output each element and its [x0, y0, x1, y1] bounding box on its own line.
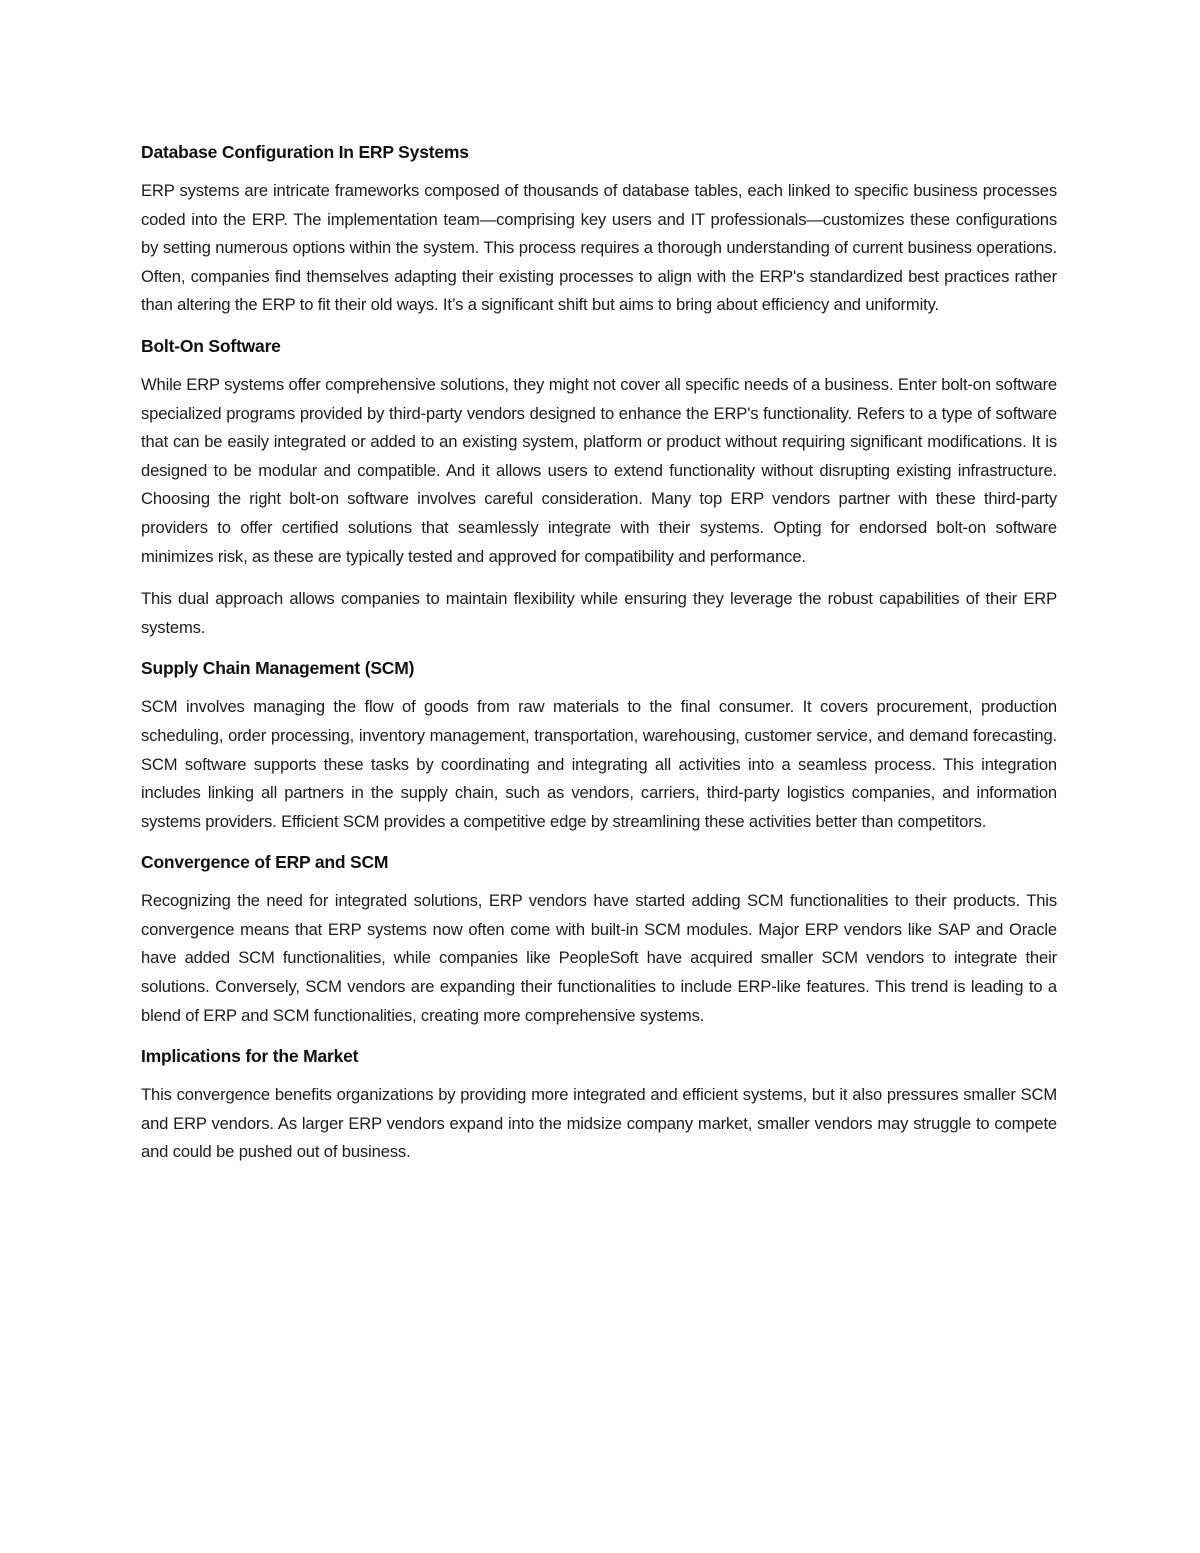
section-paragraph: This convergence benefits organizations by providing more integrated and efficient systems, but it also pressures smaller SCM and ERP vendors. As larger ERP vendors expand into the midsize company market, smaller vendors may struggle to compete and could be pushed out of business. — [141, 1085, 1057, 1162]
section-paragraph: SCM involves managing the flow of goods from raw materials to the final consumer. It covers procurement, production scheduling, order processing, inventory management, transportation, warehousing, customer service, and demand forecasting. SCM software supports these tasks by coordinating and integrating all activities into a seamless process. This integration includes linking all partners in the supply chain, such as vendors, carriers, third-party logistics companies, and information systems providers. Efficient SCM provides a competitive edge by streamlining these activities better than competitors. — [141, 697, 1057, 831]
section-heading: Implications for the Market — [141, 1046, 359, 1067]
section-heading: Database Configuration In ERP Systems — [141, 142, 469, 162]
section-heading: Convergence of ERP and SCM — [141, 852, 389, 873]
section-paragraph: ERP systems are intricate frameworks composed of thousands of database tables, each linked to specific business processes coded into the ERP. The implementation team—comprising key users and IT professionals—customizes these configurations by setting numerous options within the system. This process requires a thorough understanding of current business operations. Often, companies find themselves adapting their existing processes to align with the ERP's standardized best practices rather than altering the ERP to fit their old ways. It’s a significant shift but aims to bring about efficiency and uniformity. — [141, 181, 1057, 315]
section-paragraph: This dual approach allows companies to maintain flexibility while ensuring they leverage the robust capabilities of their ERP systems. — [141, 589, 1057, 637]
section-paragraph: While ERP systems offer comprehensive solutions, they might not cover all specific needs of a business. Enter bolt-on software specialized programs provided by third-party vendors designed to enhance the ERP's functionality. Refers to a type of software that can be easily integrated or added to an existing system, platform or product without requiring significant modifications. It is designed to be modular and compatible. And it allows users to extend functionality without disrupting existing infrastructure. Choosing the right bolt-on software involves careful consideration. Many top ERP vendors partner with these third-party providers to offer certified solutions that seamlessly integrate with their systems. Opting for endorsed bolt-on software minimizes risk, as these are typically tested and approved for compatibility and performance. — [141, 374, 1057, 566]
section-convergence-erp-scm — [141, 850, 1057, 1030]
section-bolt-on-software — [141, 334, 1057, 642]
section-heading: Bolt-On Software — [141, 335, 281, 356]
section-market-implications — [141, 1044, 1057, 1167]
section-database-configuration — [141, 140, 1057, 320]
document-body — [141, 140, 1057, 1181]
section-heading: Supply Chain Management (SCM) — [141, 658, 415, 679]
section-paragraph: Recognizing the need for integrated solutions, ERP vendors have started adding SCM functionalities to their products. This convergence means that ERP systems now often come with built-in SCM modules. Major ERP vendors like SAP and Oracle have added SCM functionalities, while companies like PeopleSoft have acquired smaller SCM vendors to integrate their solutions. Conversely, SCM vendors are expanding their functionalities to include ERP-like features. This trend is leading to a blend of ERP and SCM functionalities, creating more comprehensive systems. — [141, 891, 1057, 1025]
section-supply-chain-management — [141, 656, 1057, 836]
